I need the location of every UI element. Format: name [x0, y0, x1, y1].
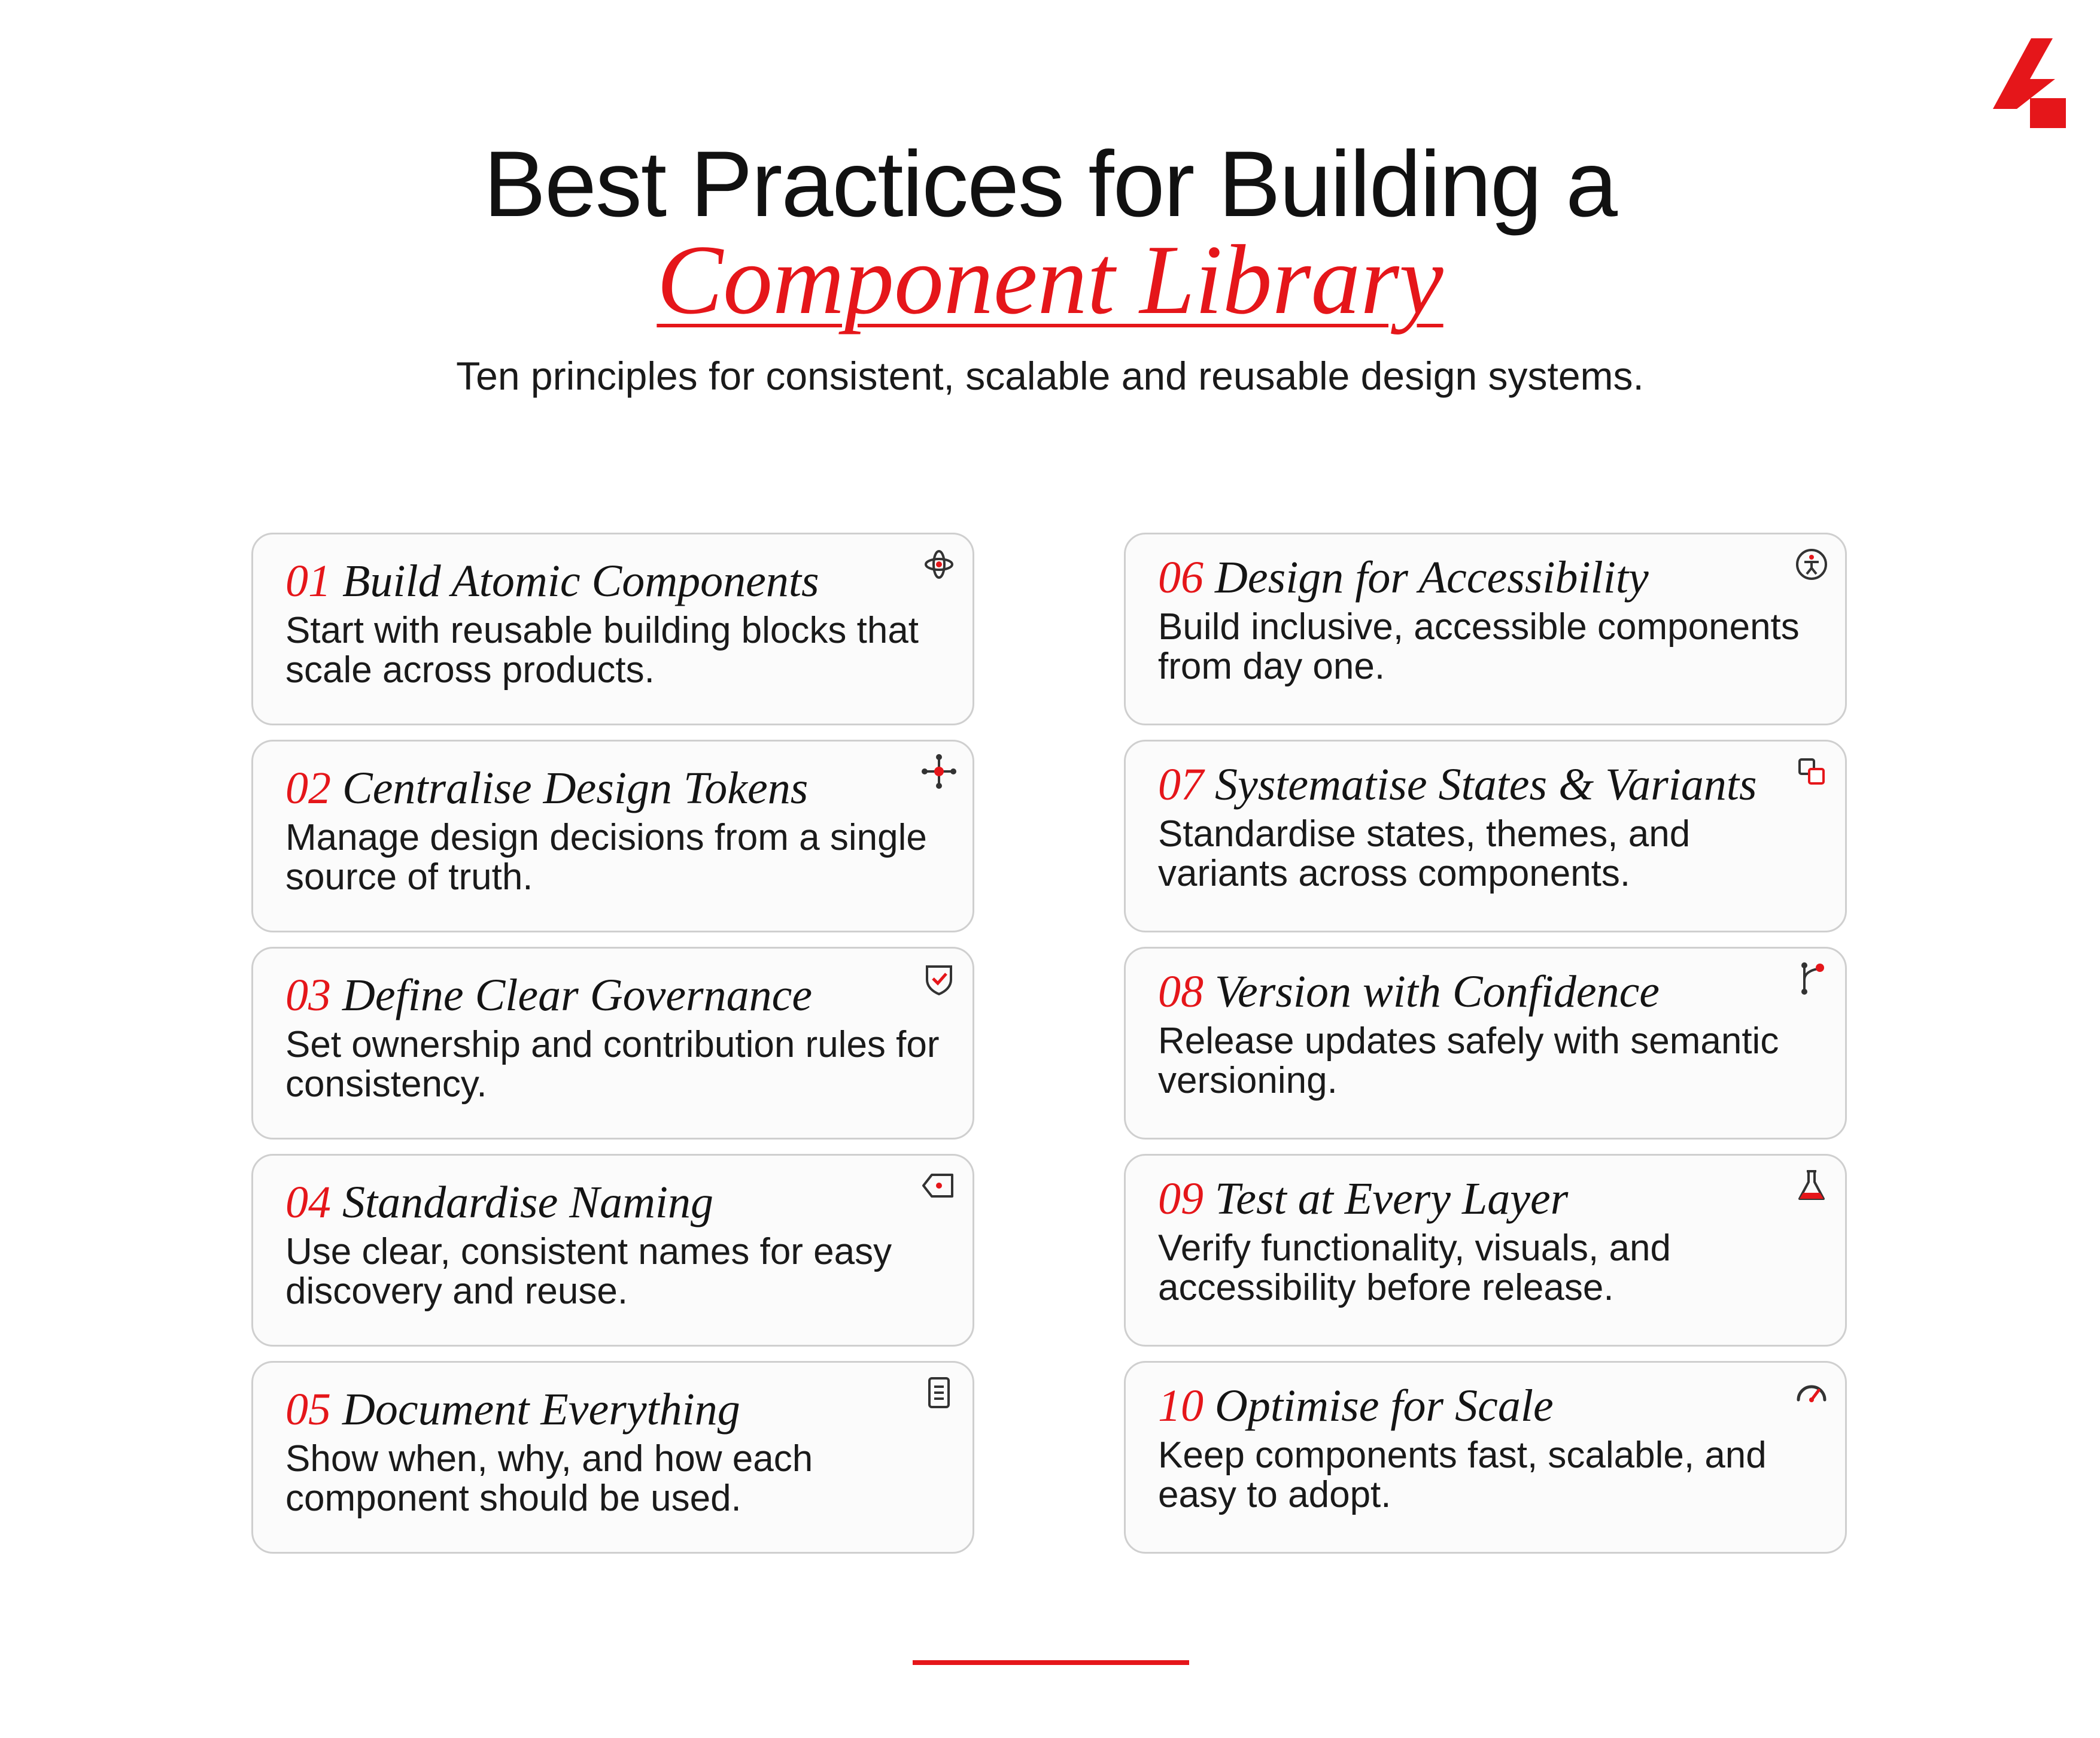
card-heading: Test at Every Layer: [1215, 1174, 1569, 1224]
card-08: [1124, 947, 1847, 1140]
page-title-highlight: Component Library: [657, 224, 1443, 335]
card-title: [1158, 964, 1780, 1019]
card-number: 01: [285, 556, 331, 606]
card-description: Use clear, consistent names for easy discovery and reuse.: [285, 1231, 892, 1312]
flask-icon: [1792, 1166, 1831, 1205]
card-09: [1124, 1154, 1847, 1347]
card-number: 05: [285, 1384, 331, 1435]
card-description: Start with reusable building blocks that scale across products.: [285, 610, 919, 691]
card-description: Standardise states, themes, and variants across components.: [1158, 813, 1691, 894]
brand-logo-icon: [1988, 38, 2066, 128]
document-icon: [920, 1374, 958, 1412]
card-number: 03: [285, 970, 331, 1020]
gauge-icon: [1792, 1374, 1831, 1412]
card-description: Show when, why, and how each component should be used.: [285, 1438, 813, 1519]
tag-icon: [920, 1166, 958, 1205]
branch-icon: [1792, 959, 1831, 998]
card-description: Release updates safely with semantic versioning.: [1158, 1020, 1779, 1101]
card-01: [251, 533, 974, 725]
card-description: Verify functionality, visuals, and accessibility before release.: [1158, 1227, 1671, 1308]
card-description: Set ownership and contribution rules for consistency.: [285, 1024, 940, 1105]
card-10: [1124, 1361, 1847, 1554]
card-heading: Document Everything: [342, 1384, 740, 1435]
card-description: Manage design decisions from a single source of truth.: [285, 817, 927, 898]
card-title: [285, 968, 908, 1023]
card-title: [1158, 757, 1780, 812]
card-number: 08: [1158, 967, 1204, 1017]
page-subtitle: Ten principles for consistent, scalable and reusable design systems.: [456, 354, 1644, 398]
bottom-accent-divider: [913, 1660, 1189, 1665]
card-heading: Optimise for Scale: [1215, 1381, 1554, 1431]
card-title: [285, 1175, 908, 1230]
card-03: [251, 947, 974, 1140]
page-title-line1: Best Practices for Building a: [484, 132, 1616, 236]
card-04: [251, 1154, 974, 1347]
card-title: [285, 761, 908, 816]
card-heading: Design for Accessibility: [1215, 552, 1649, 603]
card-heading: Standardise Naming: [342, 1177, 713, 1227]
card-title: [285, 1382, 908, 1437]
card-heading: Define Clear Governance: [342, 970, 813, 1020]
card-number: 07: [1158, 759, 1204, 810]
layers-icon: [1792, 752, 1831, 791]
page-title-line2: [0, 223, 2100, 336]
card-title: [1158, 550, 1780, 605]
card-07: [1124, 740, 1847, 932]
card-heading: Centralise Design Tokens: [342, 763, 809, 813]
card-06: [1124, 533, 1847, 725]
card-description: Build inclusive, accessible components from day one.: [1158, 606, 1800, 687]
accessibility-icon: [1792, 545, 1831, 584]
card-number: 02: [285, 763, 331, 813]
card-number: 09: [1158, 1174, 1204, 1224]
card-02: [251, 740, 974, 932]
atom-icon: [920, 545, 958, 584]
hub-icon: [920, 752, 958, 791]
card-heading: Systematise States & Variants: [1215, 759, 1757, 810]
card-number: 06: [1158, 552, 1204, 603]
card-number: 10: [1158, 1381, 1204, 1431]
card-05: [251, 1361, 974, 1554]
card-description: Keep components fast, scalable, and easy to adopt.: [1158, 1435, 1767, 1515]
shield-check-icon: [920, 959, 958, 998]
card-heading: Build Atomic Components: [342, 556, 819, 606]
card-heading: Version with Confidence: [1215, 967, 1660, 1017]
card-title: [285, 554, 908, 609]
card-number: 04: [285, 1177, 331, 1227]
card-title: [1158, 1378, 1780, 1433]
card-title: [1158, 1171, 1780, 1226]
